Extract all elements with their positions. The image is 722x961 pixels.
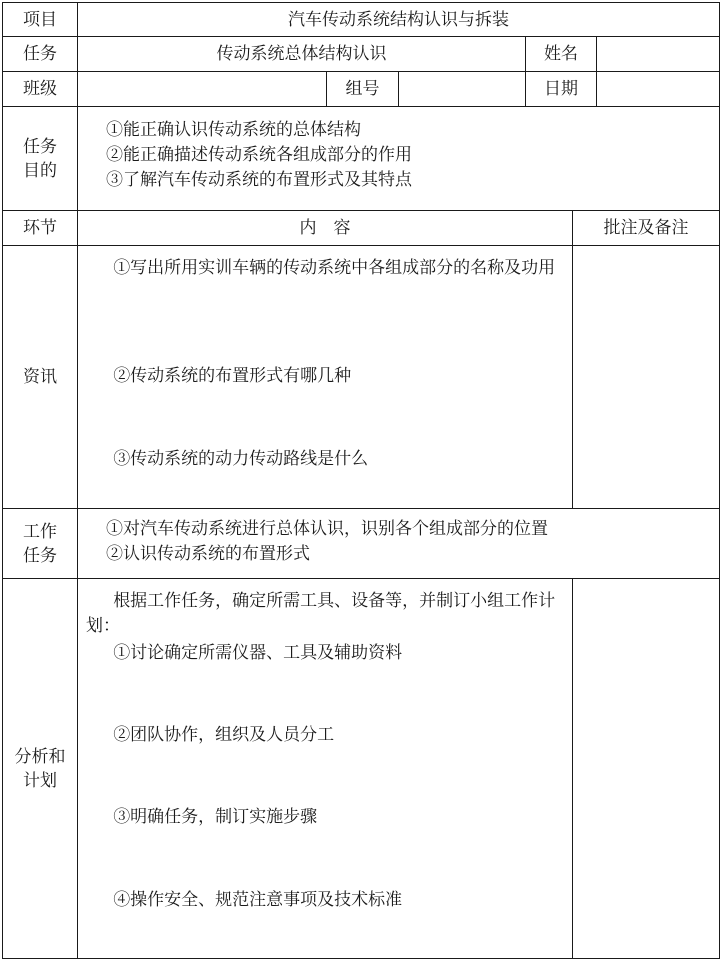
info-item-text: ③传动系统的动力传动路线是什么 — [113, 449, 369, 469]
info-item — [86, 256, 566, 281]
column-header-stage: 环节 — [23, 218, 57, 238]
info-item-text: ②传动系统的布置形式有哪几种 — [113, 366, 352, 386]
name-label: 姓名 — [544, 44, 578, 64]
objective-label-line1: 任务 — [23, 136, 57, 157]
work-label-line2: 任务 — [23, 545, 57, 566]
plan-item-text: ①讨论确定所需仪器、工具及辅助资料 — [113, 643, 403, 663]
column-header-content: 内 容 — [299, 218, 351, 238]
work-label-line1: 工作 — [23, 521, 57, 542]
plan-item-text: ②团队协作，组织及人员分工 — [113, 725, 335, 745]
objective-label-line2: 目的 — [23, 160, 57, 181]
info-item — [86, 364, 566, 389]
class-label: 班级 — [23, 79, 57, 99]
info-label: 资讯 — [23, 367, 57, 387]
rule — [2, 508, 720, 509]
plan-item — [86, 888, 566, 913]
work-list — [106, 517, 716, 567]
objective-list — [106, 118, 706, 193]
column-header-notes: 批注及备注 — [603, 218, 689, 238]
objective-item: ①能正确认识传动系统的总体结构 — [106, 120, 361, 140]
project-label: 项目 — [23, 9, 57, 30]
class-field[interactable] — [78, 72, 326, 106]
plan-item-text: ④操作安全、规范注意事项及技术标准 — [113, 890, 403, 910]
objective-item: ②能正确描述传动系统各组成部分的作用 — [106, 145, 412, 165]
plan-intro — [86, 589, 566, 639]
date-label: 日期 — [544, 79, 578, 99]
plan-item — [86, 641, 566, 666]
date-field[interactable] — [597, 72, 719, 106]
plan-item-text: ③明确任务，制订实施步骤 — [113, 807, 318, 827]
work-item: ①对汽车传动系统进行总体认识，识别各个组成部分的位置 — [106, 519, 548, 539]
plan-label-line2: 计划 — [23, 770, 57, 791]
objective-label — [3, 107, 77, 210]
work-item: ②认识传动系统的布置形式 — [106, 544, 310, 564]
plan-item — [86, 723, 566, 748]
task-label: 任务 — [23, 44, 57, 64]
plan-item — [86, 805, 566, 830]
plan-label — [3, 579, 77, 958]
objective-item: ③了解汽车传动系统的布置形式及其特点 — [106, 170, 412, 190]
name-field[interactable] — [597, 37, 719, 71]
group-field[interactable] — [399, 72, 525, 106]
project-title: 汽车传动系统结构认识与拆装 — [288, 9, 509, 30]
info-item — [86, 447, 566, 472]
plan-intro-text: 根据工作任务，确定所需工具、设备等，并制订小组工作计划： — [86, 591, 556, 636]
rule — [2, 958, 720, 959]
rule — [77, 2, 78, 959]
plan-label-line1: 分析和 — [14, 746, 66, 767]
group-label: 组号 — [345, 79, 380, 99]
rule — [719, 2, 720, 959]
work-label — [3, 509, 77, 578]
info-item-text: ①写出所用实训车辆的传动系统中各组成部分的名称及功用 — [113, 258, 556, 278]
rule — [2, 106, 720, 107]
plan-notes-area[interactable] — [573, 579, 719, 958]
task-title: 传动系统总体结构认识 — [216, 44, 387, 64]
info-notes-area[interactable] — [573, 246, 719, 508]
